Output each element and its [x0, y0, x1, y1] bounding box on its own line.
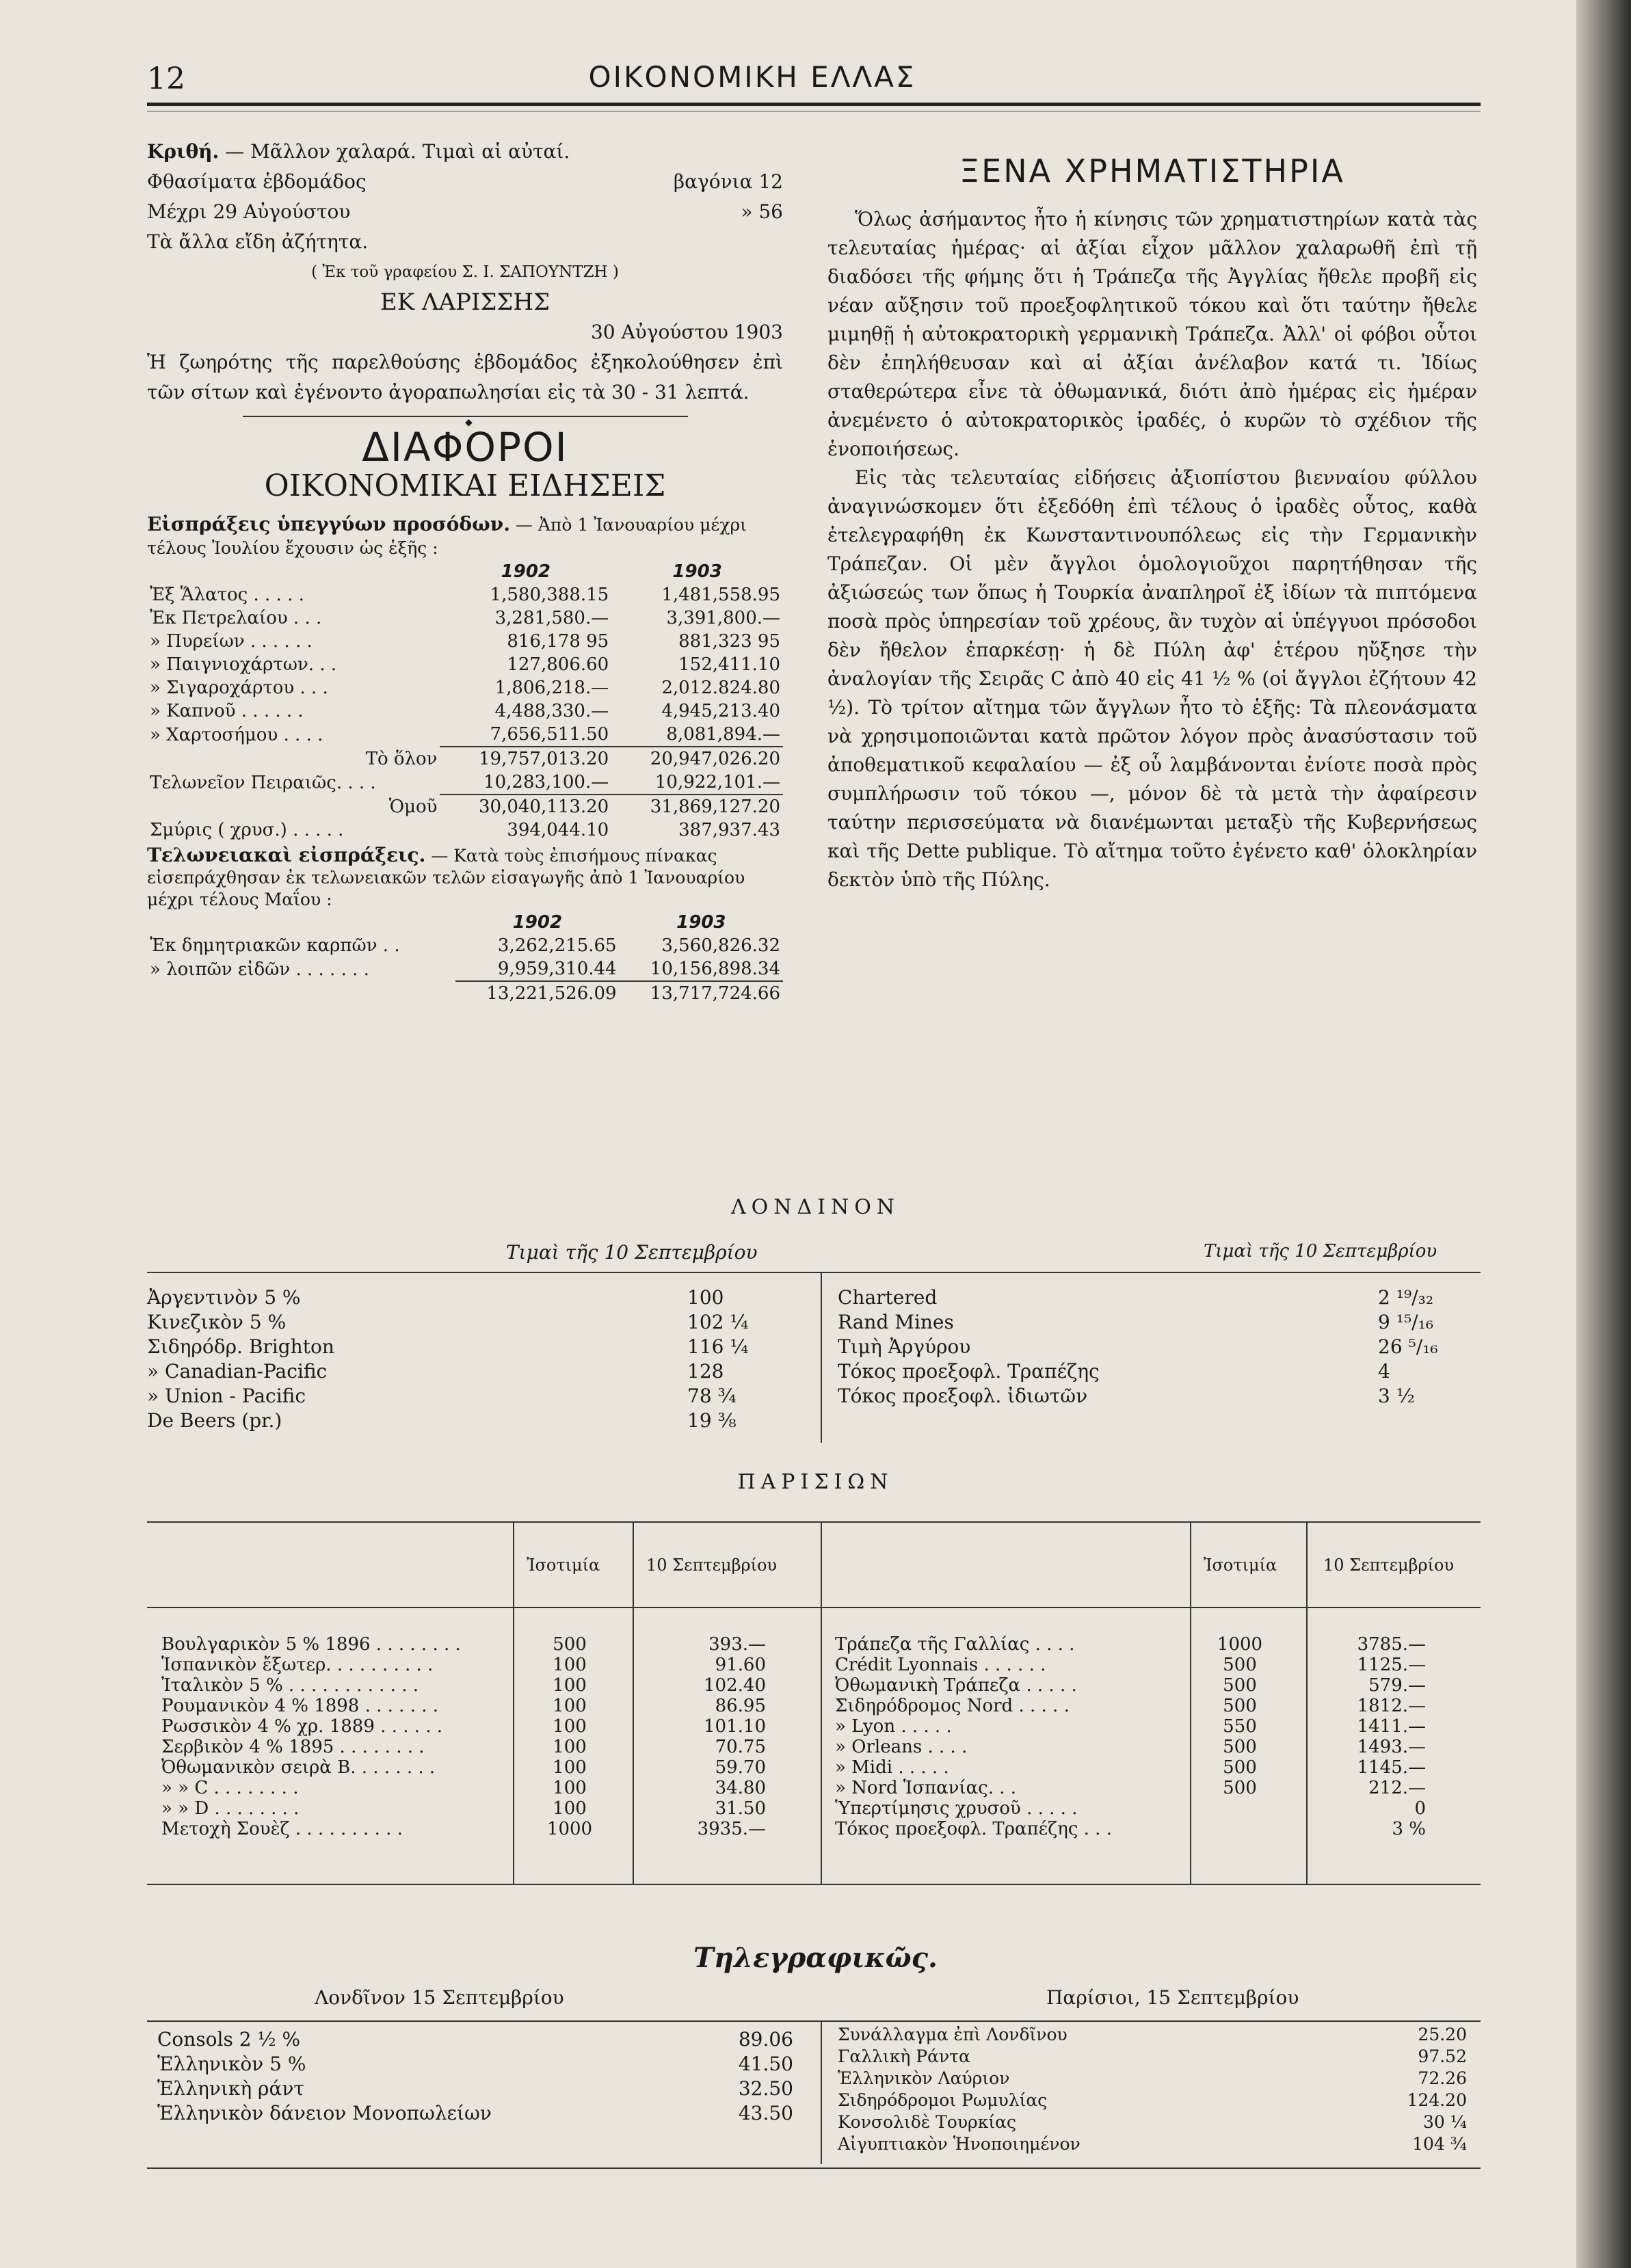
table-row: Ὀθωμανικὴ Τράπεζα . . . . . 500 579.— — [835, 1675, 1426, 1696]
col-date-right: 10 Σεπτεμβρίου — [1323, 1556, 1455, 1575]
larissa-date: 30 Αὐγούστου 1903 — [590, 321, 783, 343]
customs-table: 1902 1903 Ἐκ δημητριακῶν καρπῶν . . 3,262,215.65 3,560,826.32 » λοιπῶν εἰδῶν . . . . . . . 9,959,310.44 10,156,898.34 13,221,526.09 13,717,724.66 — [147, 911, 783, 1005]
table-row: » » D . . . . . . . . 100 31.50 — [161, 1798, 766, 1819]
list-item: Αἰγυπτιακὸν Ἡνοποιημένον 104 ¾ — [838, 2134, 1467, 2154]
diafora-subtitle: ΟΙΚΟΝΟΜΙΚΑΙ ΕΙΔΗΣΕΙΣ — [264, 468, 666, 503]
table-row: Ὑπερτίμησις χρυσοῦ . . . . . 0 — [835, 1798, 1426, 1819]
rule — [147, 2167, 1481, 2169]
table-row: Ἐκ Πετρελαίου . . . 3,281,580.— 3,391,800.— — [150, 608, 780, 628]
table-row: » » C . . . . . . . . 100 34.80 — [161, 1778, 766, 1798]
rule — [821, 2020, 822, 2164]
list-item: Ἑλληνικὸν 5 % 41.50 — [157, 2053, 793, 2075]
article-paragraph: Εἰς τὰς τελευταίας εἰδήσεις ἀξιοπίστου βιενναίου φύλλου ἀναγινώσκομεν ὅτι ἐξεδόθη ἐπὶ τέλους ὁ ἰραδὲς οὗτος, καθὰ ἐτελεγραφήθη ἐκ Κωνσταντινουπόλεως εἰς τὴν Γερμανικὴν Τράπεζαν. Οἱ μὲν ἄγγλοι ὁμολογιοῦχοι παρητήθησαν τῆς ἀξιώσεώς των ὅπως ἡ Τουρκία ἀναπληροῖ ἐξ ἰδίων τὰ πιπτόμενα ποσὰ πρὸς ὑπηρεσίαν τοῦ χρέους, ἂν τυχὸν αἱ ὑπέγγυοι πρόσοδοι δὲν ἤθελον ἐπαρκέσῃ· ἡ δὲ Πύλη ἀφ' ἑτέρου ηὔξησε τὴν ἀναλογίαν τῆς Σειρᾶς C ἀπὸ 40 εἰς 41 ½ % (οἱ ἄγγλοι ἐζήτουν 42 ½). Τὸ τρίτον αἴτημα τῶν ἄγγλων ἦτο τὸ ἑξῆς: Τὰ πλεονάσματα νὰ χρησιμοποιῶνται κατὰ πρῶτον λόγον πρὸς ἀνασύστασιν τοῦ ἀποθεματικοῦ κεφαλαίου — ἐξ οὗ λαμβάνονται ἐνίοτε ποσὰ πρὸς συμπλήρωσιν τοῦ τόκου —, μόνον δὲ τὰ μετὰ τὴν ἀφαίρεσιν ταύτην περισσεύματα νὰ διανέμωνται μεταξὺ τῆς Κυβερνήσεως καὶ τῆς Dette publique. Τὸ αἴτημα τοῦτο ἐγένετο καθ' ὁλοκληρίαν δεκτὸν ὑπὸ τῆς Πύλης. — [827, 466, 1477, 891]
table-row: Ὀθωμανικὸν σειρὰ B. . . . . . . . 100 59.70 — [161, 1757, 766, 1778]
list-item: Σιδηρόδρομοι Ρωμυλίας 124.20 — [838, 2090, 1467, 2110]
list-item: Ἀργεντινὸν 5 % 100 — [147, 1286, 724, 1309]
table-row: » Καπνοῦ . . . . . . 4,488,330.— 4,945,213.40 — [150, 701, 780, 721]
right-column — [827, 150, 1477, 894]
table-row: Ἰταλικὸν 5 % . . . . . . . . . . . . 100 102.40 — [161, 1675, 766, 1696]
list-item: Ἑλληνικὴ ράντ 32.50 — [157, 2077, 793, 2100]
table-row: » Πυρείων . . . . . . 816,178 95 881,323 95 — [150, 631, 780, 652]
list-item: Rand Mines 9 ¹⁵/₁₆ — [838, 1311, 1434, 1333]
table-row: Ἱσπανικὸν ἔξωτερ. . . . . . . . . . 100 91.60 — [161, 1655, 766, 1675]
table-row: Σερβικὸν 4 % 1895 . . . . . . . . 100 70.75 — [161, 1737, 766, 1757]
eispraxeis-para: Εἰσπράξεις ὑπεγγύων προσόδων. — Ἀπὸ 1 Ἰανουαρίου μέχρι τέλους Ἰουλίου ἔχουσιν ὡς ἑξῆς : — [147, 513, 747, 558]
article-paragraph: Ὅλως ἀσήμαντος ἦτο ἡ κίνησις τῶν χρηματιστηρίων κατὰ τὰς τελευταίας ἡμέρας· αἱ ἀξίαι εἶχον μᾶλλον χαλαρωθῆ ἐπὶ τῇ διαδόσει τῆς φήμης ὅτι ἡ Τράπεζα τῆς Ἀγγλίας ἤθελε προβῆ εἰς νέαν αὔξησιν τοῦ προεξοφλητικοῦ τόκου καὶ ὅτι ταύτην ἤθελε μιμηθῇ ἡ αὐτοκρατορικὴ γερμανικὴ Τράπεζα. Ἀλλ' οἱ φόβοι οὗτοι δὲν ἐπηλήθευσαν καὶ αἱ ἀξίαι ἀνέλαβον κατά τι. Ἰδίως σταθερώτερα εἶνε τὰ ὀθωμανικά, διότι ἀπὸ ἡμέρας εἰς ἡμέραν ἀνεμένετο ὁ αὐτοκρατορικὸς ἰραδές, ὁ κυρῶν τὸ σχέδιον τῆς ἑνοποιήσεως. — [827, 208, 1477, 460]
total-row: 13,221,526.09 13,717,724.66 — [147, 981, 783, 1005]
table-row: Ἐκ δημητριακῶν καρπῶν . . 3,262,215.65 3,560,826.32 — [150, 935, 780, 956]
table-row: Μετοχὴ Σουὲζ . . . . . . . . . . 1000 3935.— — [161, 1819, 766, 1839]
telegraph-paris-head: Παρίσιοι, 15 Σεπτεμβρίου — [1046, 1986, 1299, 2009]
mexri-line: Μέχρι 29 Αὐγούστου » 56 — [147, 200, 783, 223]
table-row: Βουλγαρικὸν 5 % 1896 . . . . . . . . 500 393.— — [161, 1634, 766, 1655]
list-item: Τόκος προεξοφλ. Τραπέζης 4 — [838, 1360, 1390, 1383]
krithi-head: Κριθή. — [147, 140, 220, 163]
rule — [147, 1884, 1481, 1885]
table-row: Ρωσσικὸν 4 % χρ. 1889 . . . . . . 100 101.10 — [161, 1716, 766, 1737]
alla-line: Τὰ ἄλλα εἴδη ἀζήτητα. — [147, 230, 369, 253]
rule — [147, 1607, 1481, 1608]
table-row: » λοιπῶν εἰδῶν . . . . . . . 9,959,310.44 10,156,898.34 — [150, 959, 780, 980]
year-1903: 1903 — [672, 561, 722, 582]
table-row: » Orleans . . . . 500 1493.— — [835, 1737, 1426, 1757]
col-date-left: 10 Σεπτεμβρίου — [646, 1556, 778, 1575]
source-line: ( Ἐκ τοῦ γραφείου Σ. Ι. ΣΑΠΟΥΝΤΖΗ ) — [311, 263, 619, 281]
divider — [243, 416, 688, 417]
larissa-text: Ἡ ζωηρότης τῆς παρελθούσης ἑβδομάδος ἐξηκολούθησεν ἐπὶ τῶν σίτων καὶ ἐγένοντο ἀγοραπωλησίαι εἰς τὰ 30 - 31 λεπτά. — [147, 351, 783, 403]
london-price-head-left: Τιμαὶ τῆς 10 Σεπτεμβρίου — [506, 1241, 758, 1264]
rule — [147, 1272, 1481, 1273]
diafora-title: ΔΙΑΦΟΡΟΙ — [362, 424, 568, 470]
list-item: Ἑλληνικὸν Λαύριον 72.26 — [838, 2068, 1467, 2088]
list-item: Συνάλλαγμα ἐπὶ Λονδῖνου 25.20 — [838, 2025, 1467, 2044]
telegraph-london-head: Λονδῖνον 15 Σεπτεμβρίου — [315, 1986, 564, 2009]
london-right-list — [838, 1285, 1453, 1409]
table-row: Τράπεζα τῆς Γαλλίας . . . . 1000 3785.— — [835, 1634, 1426, 1655]
telegraph-london-list — [157, 2027, 793, 2126]
revenue-table — [147, 560, 783, 842]
col-isotimia-left: Ἰσοτιμία — [527, 1556, 600, 1575]
telegraph-title: Τηλεγραφικῶς. — [693, 1942, 938, 1974]
telon-para: Τελωνειακαὶ εἰσπράξεις. — Κατὰ τοὺς ἐπισήμους πίνακας εἰσεπράχθησαν ἐκ τελωνειακῶν τελῶν εἰσαγωγῆς ἀπὸ 1 Ἰανουαρίου μέχρι τέλους Μαΐου : — [147, 844, 745, 909]
left-column — [147, 137, 783, 1005]
list-item: Γαλλικὴ Ράντα 97.52 — [838, 2046, 1467, 2066]
list-item: » Union - Pacific 78 ¾ — [147, 1385, 737, 1407]
year-1902: 1902 — [501, 561, 551, 582]
rule — [147, 2020, 1481, 2022]
table-row: » Χαρτοσήμου . . . . 7,656,511.50 8,081,894.— — [150, 724, 780, 745]
list-item: Chartered 2 ¹⁹/₃₂ — [838, 1286, 1434, 1309]
page-title: ΟΙΚΟΝΟΜΙΚΗ ΕΛΛΑΣ — [588, 60, 916, 94]
paris-title: ΠΑΡΙΣΙΩΝ — [737, 1470, 894, 1494]
list-item: Τιμὴ Ἀργύρου 26 ⁵/₁₆ — [838, 1335, 1438, 1358]
list-item: Τόκος προεξοφλ. ἰδιωτῶν 3 ½ — [838, 1385, 1415, 1407]
list-item: Consols 2 ½ % 89.06 — [157, 2028, 793, 2051]
rule — [147, 1521, 1481, 1523]
table-row: Ἐξ Ἅλατος . . . . . 1,580,388.15 1,481,558.95 — [150, 585, 780, 605]
foreign-exchanges-title: ΞΕΝΑ ΧΡΗΜΑΤΙΣΤΗΡΙΑ — [959, 152, 1345, 189]
paris-right-table — [831, 1634, 1481, 1839]
krithi-line — [147, 137, 783, 167]
fthasimata-line: Φθασίματα ἑβδομάδος βαγόνια 12 — [147, 170, 783, 193]
table-row: » Lyon . . . . . 550 1411.— — [835, 1716, 1426, 1737]
page-number: 12 — [147, 62, 185, 96]
krithi-text: — Μᾶλλον χαλαρά. Τιμαὶ αἱ αὐταί. — [225, 140, 570, 163]
list-item: » Canadian-Pacific 128 — [147, 1360, 724, 1383]
rule — [821, 1272, 822, 1443]
table-row: » Παιγνιοχάρτων. . . 127,806.60 152,411.10 — [150, 654, 780, 675]
col-isotimia-right: Ἰσοτιμία — [1204, 1556, 1277, 1575]
list-item: Ἑλληνικὸν δάνειον Μονοπωλείων 43.50 — [157, 2102, 793, 2124]
london-title: ΛΟΝΔΙΝΟΝ — [730, 1195, 901, 1219]
london-left-list — [147, 1285, 763, 1433]
table-row: Crédit Lyonnais . . . . . . 500 1125.— — [835, 1655, 1426, 1675]
table-row: Σμύρις ( χρυσ.) . . . . . 394,044.10 387,937.43 — [150, 820, 780, 840]
telegraph-paris-list — [838, 2024, 1467, 2155]
list-item: De Beers (pr.) 19 ⅜ — [147, 1409, 737, 1432]
paris-left-table — [157, 1634, 807, 1839]
table-row: Τόκος προεξοφλ. Τραπέζης . . . 3 % — [835, 1819, 1426, 1839]
table-row: Σιδηρόδρομος Nord . . . . . 500 1812.— — [835, 1696, 1426, 1716]
london-price-head-right: Τιμαὶ τῆς 10 Σεπτεμβρίου — [1204, 1241, 1437, 1262]
list-item: Κονσολιδὲ Τουρκίας 30 ¼ — [838, 2112, 1467, 2132]
table-row: » Nord Ἱσπανίας. . . 500 212.— — [835, 1778, 1426, 1798]
total-row: Ὁμοῦ 30,040,113.20 31,869,127.20 — [147, 795, 783, 818]
table-row: Τελωνεῖον Πειραιῶς. . . . 10,283,100.— 10,922,101.— — [150, 772, 780, 793]
list-item: Σιδηρόδρ. Brighton 116 ¼ — [147, 1335, 749, 1358]
list-item: Κινεζικὸν 5 % 102 ¼ — [147, 1311, 749, 1333]
table-row: Ρουμανικὸν 4 % 1898 . . . . . . . 100 86.95 — [161, 1696, 766, 1716]
total-row: Τὸ ὅλον 19,757,013.20 20,947,026.20 — [147, 747, 783, 771]
table-row: » Midi . . . . . 500 1145.— — [835, 1757, 1426, 1778]
table-row: » Σιγαροχάρτου . . . 1,806,218.— 2,012.824.80 — [150, 678, 780, 698]
page-edge — [1576, 0, 1631, 2268]
rule — [821, 1521, 822, 1884]
header-rule — [147, 103, 1481, 106]
larissa-title: ΕΚ ΛΑΡΙΣΣΗΣ — [380, 289, 551, 316]
